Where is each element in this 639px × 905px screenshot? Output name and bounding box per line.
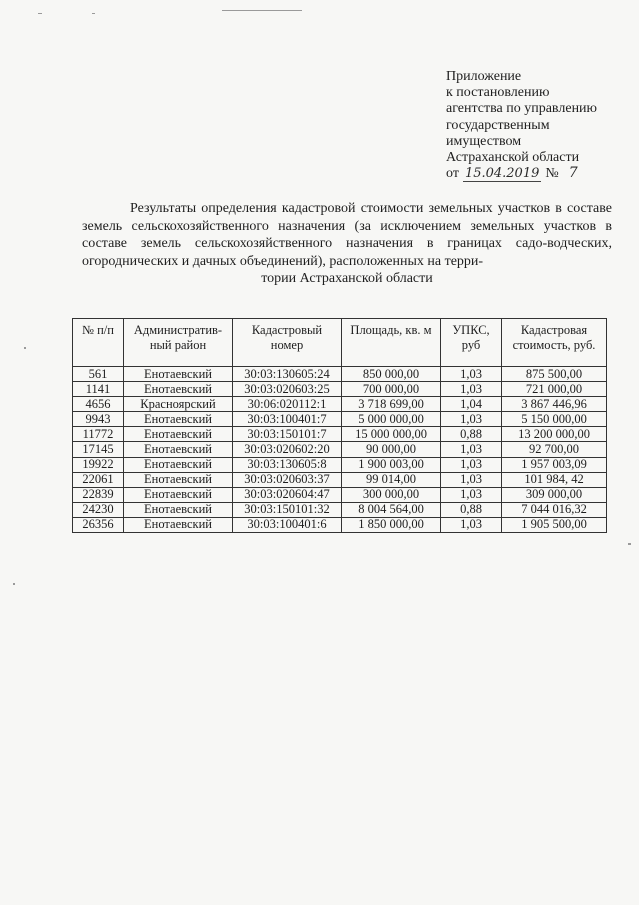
appendix-line: агентства по управлению (446, 101, 598, 117)
cell-upks: 1,03 (441, 487, 502, 502)
cell-cadastral-number: 30:03:150101:32 (233, 502, 342, 517)
cell-district: Енотаевский (124, 472, 233, 487)
cell-district: Енотаевский (124, 487, 233, 502)
header-area: Площадь, кв. м (342, 319, 441, 367)
header-upks: УПКС, руб (441, 319, 502, 367)
cell-district: Енотаевский (124, 367, 233, 382)
scan-mark (24, 347, 26, 349)
cell-cost: 101 984, 42 (502, 472, 607, 487)
cell-district: Енотаевский (124, 412, 233, 427)
cell-district: Енотаевский (124, 427, 233, 442)
cell-cost: 7 044 016,32 (502, 502, 607, 517)
cell-cadastral-number: 30:03:020603:25 (233, 382, 342, 397)
cell-district: Енотаевский (124, 457, 233, 472)
cell-upks: 1,03 (441, 472, 502, 487)
table-row (73, 457, 607, 472)
cell-number: 19922 (73, 457, 124, 472)
cell-number: 22061 (73, 472, 124, 487)
cell-number: 4656 (73, 397, 124, 412)
header-cost: Кадастровая стоимость, руб. (502, 319, 607, 367)
appendix-line: Приложение (446, 69, 522, 84)
cell-area: 1 850 000,00 (342, 517, 441, 532)
table-row (73, 367, 607, 382)
cell-cadastral-number: 30:03:100401:6 (233, 517, 342, 532)
cell-upks: 1,03 (441, 412, 502, 427)
cell-number: 24230 (73, 502, 124, 517)
table-row (73, 517, 607, 532)
date-line (446, 166, 636, 182)
appendix-block (446, 69, 636, 182)
number-sign: № (545, 166, 559, 182)
cell-area: 850 000,00 (342, 367, 441, 382)
cell-cost: 1 957 003,09 (502, 457, 607, 472)
cell-district: Енотаевский (124, 502, 233, 517)
cadastral-table (72, 318, 607, 533)
cell-district: Енотаевский (124, 442, 233, 457)
cell-district: Енотаевский (124, 382, 233, 397)
cell-upks: 1,03 (441, 382, 502, 397)
cell-cadastral-number: 30:03:130605:24 (233, 367, 342, 382)
cell-cadastral-number: 30:03:020603:37 (233, 472, 342, 487)
cell-area: 99 014,00 (342, 472, 441, 487)
scan-mark (13, 583, 15, 585)
cell-area: 700 000,00 (342, 382, 441, 397)
cell-cost: 13 200 000,00 (502, 427, 607, 442)
cell-cost: 721 000,00 (502, 382, 607, 397)
date-prefix: от (446, 166, 459, 182)
cell-area: 15 000 000,00 (342, 427, 441, 442)
cell-upks: 1,03 (441, 517, 502, 532)
cell-cost: 92 700,00 (502, 442, 607, 457)
table-body (73, 367, 607, 533)
table-header-row (73, 319, 607, 367)
table-row (73, 382, 607, 397)
appendix-line: к постановлению (446, 85, 550, 101)
cell-cadastral-number: 30:03:100401:7 (233, 412, 342, 427)
cell-cadastral-number: 30:03:020604:47 (233, 487, 342, 502)
cell-district: Енотаевский (124, 517, 233, 532)
cell-cadastral-number: 30:03:130605:8 (233, 457, 342, 472)
header-district: Административ-ный район (124, 319, 233, 367)
cell-number: 22839 (73, 487, 124, 502)
table-row (73, 502, 607, 517)
table-row (73, 487, 607, 502)
cell-upks: 1,03 (441, 442, 502, 457)
appendix-line: государственным (446, 117, 550, 133)
cell-cadastral-number: 30:06:020112:1 (233, 397, 342, 412)
cell-cadastral-number: 30:03:150101:7 (233, 427, 342, 442)
appendix-line: имуществом (446, 133, 522, 149)
cell-number: 1141 (73, 382, 124, 397)
cell-upks: 1,03 (441, 457, 502, 472)
cell-number: 9943 (73, 412, 124, 427)
title-text-end: тории Астраханской области (261, 271, 433, 286)
cell-area: 8 004 564,00 (342, 502, 441, 517)
cell-cost: 3 867 446,96 (502, 397, 607, 412)
scan-mark (222, 10, 302, 11)
cell-area: 3 718 699,00 (342, 397, 441, 412)
cell-upks: 1,04 (441, 397, 502, 412)
cell-cadastral-number: 30:03:020602:20 (233, 442, 342, 457)
cell-cost: 1 905 500,00 (502, 517, 607, 532)
cell-cost: 5 150 000,00 (502, 412, 607, 427)
table-row (73, 427, 607, 442)
cell-area: 5 000 000,00 (342, 412, 441, 427)
cell-area: 300 000,00 (342, 487, 441, 502)
handwritten-date: 15.04.2019 (464, 166, 540, 182)
cell-number: 26356 (73, 517, 124, 532)
table-row (73, 412, 607, 427)
table-row (73, 472, 607, 487)
cell-cost: 309 000,00 (502, 487, 607, 502)
cell-cost: 875 500,00 (502, 367, 607, 382)
table-row (73, 397, 607, 412)
cell-district: Красноярский (124, 397, 233, 412)
scan-mark (628, 543, 631, 545)
document-title (82, 200, 612, 288)
cell-number: 561 (73, 367, 124, 382)
cell-number: 17145 (73, 442, 124, 457)
cell-number: 11772 (73, 427, 124, 442)
table-row (73, 442, 607, 457)
cell-upks: 0,88 (441, 502, 502, 517)
scan-mark (92, 13, 95, 14)
cell-area: 90 000,00 (342, 442, 441, 457)
title-text: Результаты определения кадастровой стоимости земельных участков в составе земель сельскохозяйственного назначения (за исключением земельных участков в составе земель сельскохозяйственного назначения в границах садо-водческих, огороднических и дачных объединений), расположенных на терри- (82, 201, 612, 269)
cell-upks: 0,88 (441, 427, 502, 442)
header-number: № п/п (73, 319, 124, 367)
appendix-line: Астраханской области (446, 150, 580, 166)
scan-mark (38, 13, 42, 14)
header-cadastral-number: Кадастровый номер (233, 319, 342, 367)
handwritten-number: 7 (568, 165, 578, 182)
cell-area: 1 900 003,00 (342, 457, 441, 472)
cell-upks: 1,03 (441, 367, 502, 382)
